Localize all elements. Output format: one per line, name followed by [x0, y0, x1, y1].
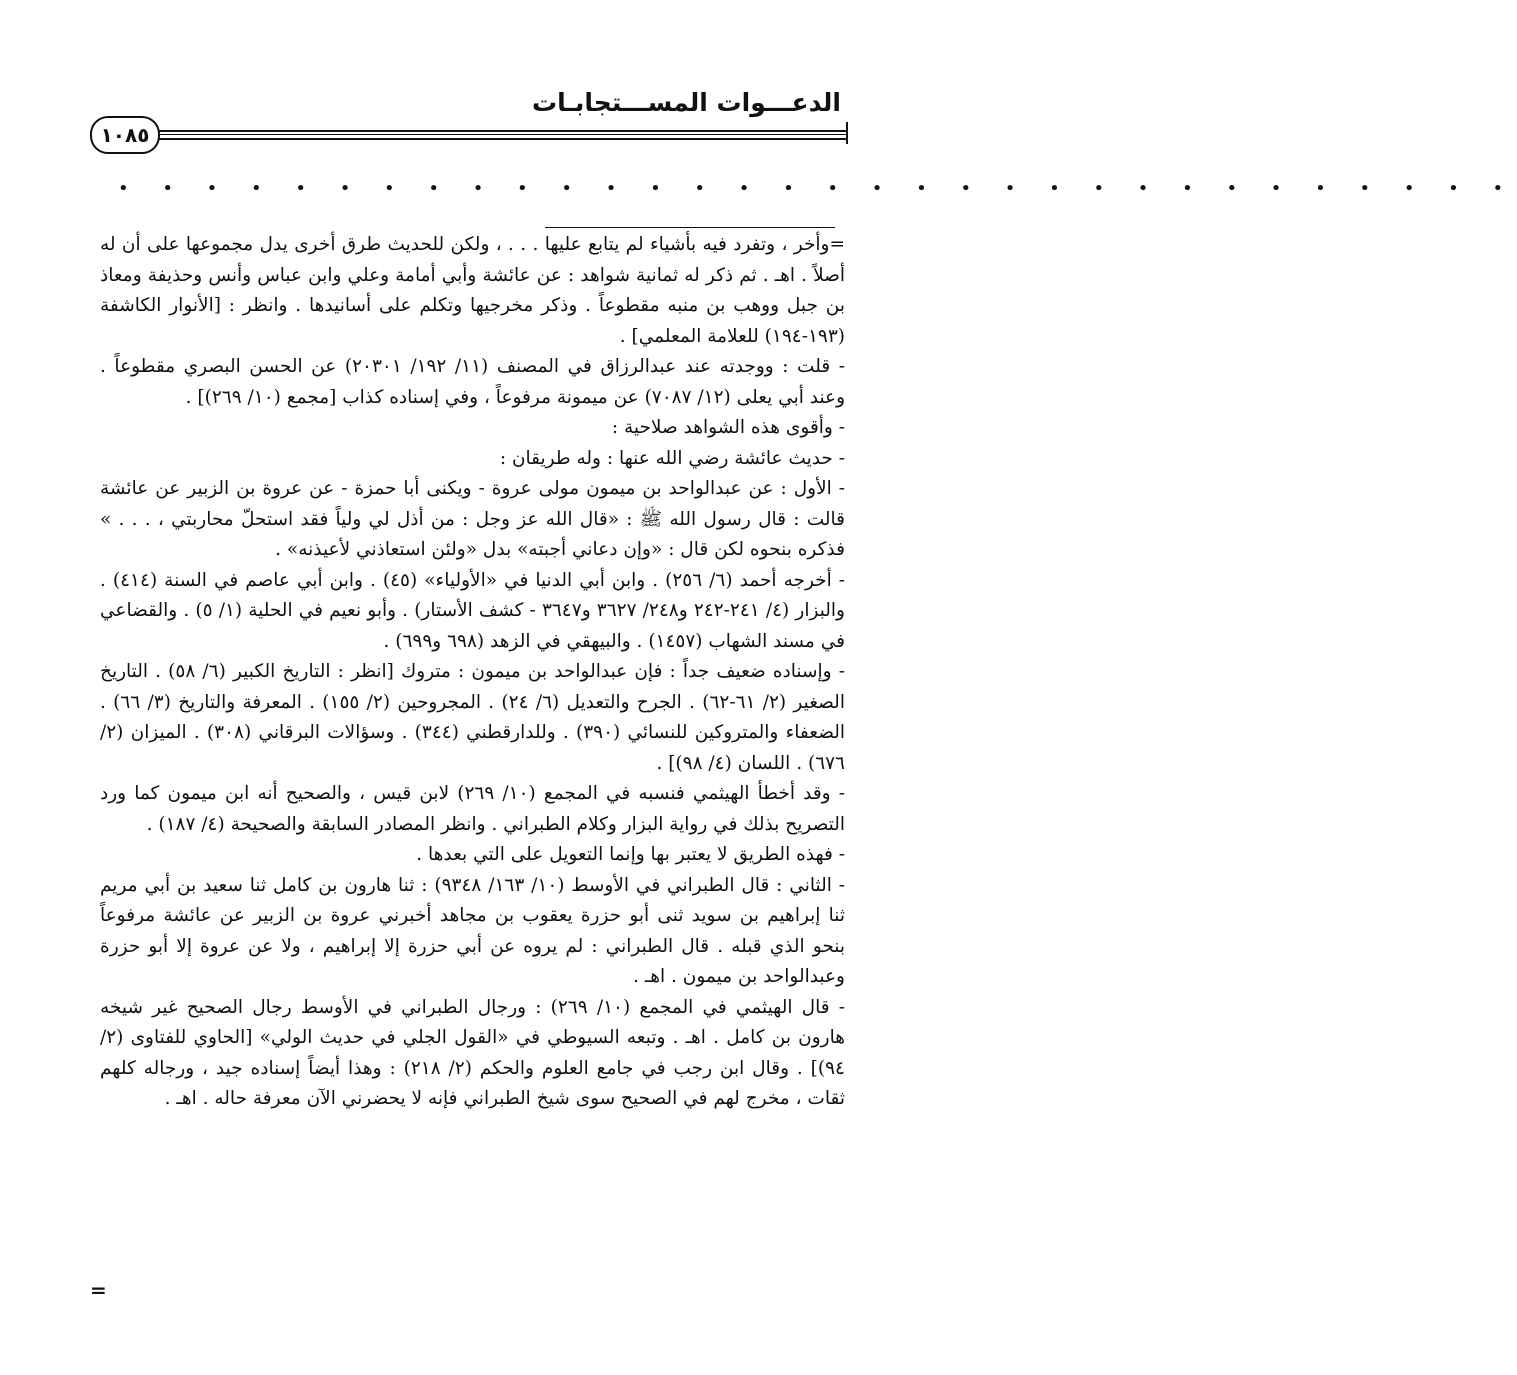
paragraph: - وأقوى هذه الشواهد صلاحية :	[611, 417, 845, 438]
paragraph: - قال الهيثمي في المجمع (١٠/ ٢٦٩) : ورجال الطبراني في الأوسط رجال الصحيح غير شيخه هارون بن كامل . اهـ . وتبعه السيوطي في «القول الجلي في حديث الولي» [الحاوي للفتاوى (٢/ ٩٤)] . وقال ابن رجب في جامع العلوم والحكم (٢/ ٢١٨) : وهذا أيضاً إسناده جيد ، ورجاله كلهم ثقات ، مخرج لهم في الصحيح سوى شيخ الطبراني فإنه لا يحضرني الآن معرفة حاله . اهـ .	[100, 996, 845, 1109]
paragraph: - أخرجه أحمد (٦/ ٢٥٦) . وابن أبي الدنيا في «الأولياء» (٤٥) . وابن أبي عاصم في السنة (٤١٤) . والبزار (٤/ ٢٤١-٢٤٢ و٢٤٨/ ٣٦٢٧ و٣٦٤٧ - كشف الأستار) . وأبو نعيم في الحلية (١/ ٥) . والقضاعي في مسند الشهاب (١٤٥٧) . والبيهقي في الزهد (٦٩٨ و٦٩٩) .	[100, 569, 845, 652]
footnote-body	[100, 230, 845, 1115]
page-number: ١٠٨٥	[90, 116, 160, 154]
header-rule-lower	[150, 138, 848, 140]
continuation-mark: =	[90, 1278, 107, 1302]
paragraph: =وأخر ، وتفرد فيه بأشياء لم يتابع عليها . . . ، ولكن للحديث طرق أخرى يدل مجموعها على أن له أصلاً . اهـ . ثم ذكر له ثمانية شواهد : عن عائشة وأبي أمامة وعلي وابن عباس وأنس وحذيفة ومعاذ بن جبل ووهب بن منبه مقطوعاً . وذكر مخرجيها وتكلم على أسانيدها . وانظر : [الأنوار الكاشفة (١٩٣-١٩٤) للعلامة المعلمي] .	[100, 234, 845, 347]
paragraph: - الأول : عن عبدالواحد بن ميمون مولى عروة - ويكنى أبا حمزة - عن عروة بن الزبير عن عائشة قالت : قال رسول الله ﷺ : «قال الله عز وجل : من أذل لي ولياً فقد استحلّ محاربتي ، . . . » فذكره بنحوه لكن قال : «وإن دعاني أجبته» بدل «ولئن استعاذني لأعيذنه» .	[100, 478, 845, 560]
dotted-separator: • • • • • • • • • • • • • • • • • • • • • • • • • • • • • • • •	[118, 178, 1517, 199]
header-rule-inner	[150, 134, 848, 135]
paragraph: - قلت : ووجدته عند عبدالرزاق في المصنف (١١/ ١٩٢/ ٢٠٣٠١) عن الحسن البصري مقطوعاً . وعند أبي يعلى (١٢/ ٧٠٨٧) عن ميمونة مرفوعاً ، وفي إسناده كذاب [مجمع (١٠/ ٢٦٩)] .	[100, 356, 845, 408]
paragraph: - الثاني : قال الطبراني في الأوسط (١٠/ ١٦٣/ ٩٣٤٨) : ثنا هارون بن كامل ثنا سعيد بن أبي مريم ثنا إبراهيم بن سويد ثنى أبو حزرة يعقوب بن مجاهد أخبرني عروة بن الزبير عن عائشة مرفوعاً بنحو الذي قبله . قال الطبراني : لم يروه عن أبي حزرة إلا إبراهيم ، ولا عن عروة إلا أبو حزرة وعبدالواحد بن ميمون . اهـ .	[100, 874, 845, 987]
paragraph: - فهذه الطريق لا يعتبر بها وإنما التعويل على التي بعدها .	[416, 844, 845, 865]
paragraph: - وقد أخطأ الهيثمي فنسبه في المجمع (١٠/ ٢٦٩) لابن قيس ، والصحيح أنه ابن ميمون كما ورد التصريح بذلك في رواية البزار وكلام الطبراني . وانظر المصادر السابقة والصحيحة (٤/ ١٨٧) .	[100, 783, 845, 835]
header-rule	[150, 130, 848, 132]
paragraph: - وإسناده ضعيف جداً : فإن عبدالواحد بن ميمون : متروك [انظر : التاريخ الكبير (٦/ ٥٨) . التاريخ الصغير (٢/ ٦١-٦٢) . الجرح والتعديل (٦/ ٢٤) . المجروحين (٢/ ١٥٥) . المعرفة والتاريخ (٣/ ٦٦) . الضعفاء والمتروكين للنسائي (٣٩٠) . وللدارقطني (٣٤٤) . وسؤالات البرقاني (٣٠٨) . الميزان (٢/ ٦٧٦) . اللسان (٤/ ٩٨)] .	[100, 661, 846, 774]
running-title: الدعـــوات المســـتجابـات	[531, 88, 841, 117]
header-rule-end	[846, 122, 848, 144]
paragraph: - حديث عائشة رضي الله عنها : وله طريقان :	[499, 447, 845, 469]
footnote-rule	[545, 227, 835, 228]
